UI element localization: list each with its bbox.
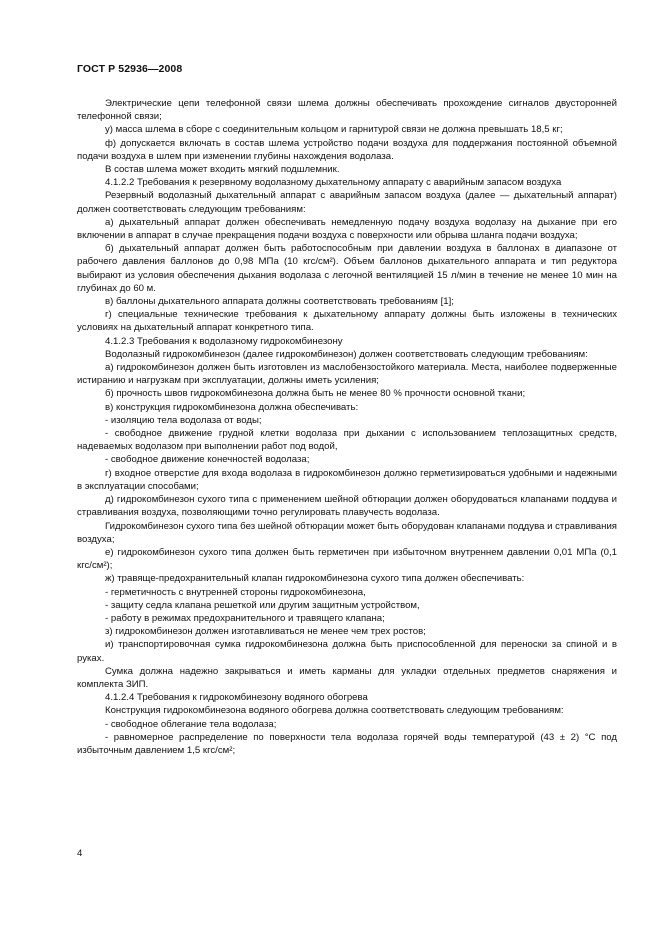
paragraph: Водолазный гидрокомбинезон (далее гидрокомбинезон) должен соответствовать следующим требованиям: [105,348,588,360]
paragraph: - свободное движение грудной клетки водолаза при дыхании с использованием теплозащитных средств, надеваемых водолазом при выполнении работ под водой, [77,428,617,453]
paragraph: - свободное облегание тела водолаза; [105,718,277,730]
paragraph: - изоляцию тела водолаза от воды; [105,414,262,426]
paragraph: г) входное отверстие для входа водолаза в гидрокомбинезон должно герметизироваться удобными и надежными в эксплуатации способами; [77,467,617,492]
paragraph: б) прочность швов гидрокомбинезона должна быть не менее 80 % прочности основной ткани; [105,388,526,400]
paragraph: Электрические цепи телефонной связи шлема должны обеспечивать прохождение сигналов двусторонней телефонной связи; [77,98,617,123]
paragraph: 4.1.2.2 Требования к резервному водолазному дыхательному аппарату с аварийным запасом воздуха [105,177,562,189]
paragraph: б) дыхательный аппарат должен быть работоспособным при давлении воздуха в баллонах в диапазоне от рабочего давления баллонов до 0,98 МПа (10 кгс/см²). Объем баллонов дыхательного аппарата и тип редуктора выбирают из условия обеспечения дыхания водолаза с легочной вентиляцией 15 л/мин в течение не менее 10 мин на глубинах до 60 м. [77,243,617,294]
paragraph: - работу в режимах предохранительного и травящего клапана; [105,612,385,624]
paragraph: и) транспортировочная сумка гидрокомбинезона должна быть приспособленной для переноски за спиной и в руках. [77,639,617,664]
paragraph: е) гидрокомбинезон сухого типа должен быть герметичен при избыточном внутреннем давлении 0,01 МПа (0,1 кгс/см²); [77,546,617,572]
paragraph: Гидрокомбинезон сухого типа без шейной обтюрации может быть оборудован клапанами поддува и стравливания воздуха; [77,520,617,545]
paragraph: - равномерное распределение по поверхности тела водолаза горячей воды температурой (43 ± 2) °С под избыточным давлением 1,5 кгс/см²; [77,731,617,756]
paragraph: - герметичность с внутренней стороны гидрокомбинезона, [105,586,366,598]
paragraph: Резервный водолазный дыхательный аппарат с аварийным запасом воздуха (далее — дыхательный аппарат) должен соответствовать следующим требованиям: [77,190,617,215]
paragraph: 4.1.2.3 Требования к водолазному гидрокомбинезону [105,335,343,347]
document-header: ГОСТ Р 52936—2008 [77,63,183,75]
paragraph: - защиту седла клапана решеткой или другим защитным устройством, [105,599,420,611]
paragraph: Конструкция гидрокомбинезона водяного обогрева должна соответствовать следующим требованиям: [105,705,564,717]
paragraph: Сумка должна надежно закрываться и иметь карманы для укладки отдельных предметов снаряжения и комплекта ЗИП. [77,665,617,690]
paragraph: з) гидрокомбинезон должен изготавливаться не менее чем трех ростов; [105,626,426,638]
paragraph: д) гидрокомбинезон сухого типа с применением шейной обтюрации должен оборудоваться клапанами поддува и стравливания воздуха, позволяющими точно регулировать плавучесть водолаза. [77,494,617,519]
paragraph: а) дыхательный аппарат должен обеспечивать немедленную подачу воздуха водолазу на дыхание при его включении в аппарат в случае прекращения подачи воздуха с поверхности или обрыва шланга подачи воздуха; [77,216,617,242]
paragraph: ф) допускается включать в состав шлема устройство подачи воздуха для поддержания постоянной объемной подачи воздуха в шлем при изменении глубины нахождения водолаза. [77,137,617,162]
paragraph: г) специальные технические требования к дыхательному аппарату должны быть изложены в технических условиях на дыхательный аппарат конкретного типа. [77,309,617,334]
paragraph: - свободное движение конечностей водолаза; [105,454,310,466]
paragraph: в) конструкция гидрокомбинезона должна обеспечивать: [105,401,359,413]
paragraph: а) гидрокомбинезон должен быть изготовлен из маслобензостойкого материала. Места, наиболее подверженные истиранию и нагрузкам при эксплуатации, должны иметь усиления; [77,362,617,387]
paragraph: ж) травяще-предохранительный клапан гидрокомбинезона сухого типа должен обеспечивать: [105,573,525,585]
document-body [77,97,617,757]
paragraph: в) баллоны дыхательного аппарата должны соответствовать требованиям [1]; [105,296,454,308]
paragraph: у) масса шлема в сборе с соединительным кольцом и гарнитурой связи не должна превышать 18,5 кг; [105,124,563,136]
paragraph: 4.1.2.4 Требования к гидрокомбинезону водяного обогрева [105,692,368,704]
page-number: 4 [77,848,83,859]
paragraph: В состав шлема может входить мягкий подшлемник. [105,164,340,176]
